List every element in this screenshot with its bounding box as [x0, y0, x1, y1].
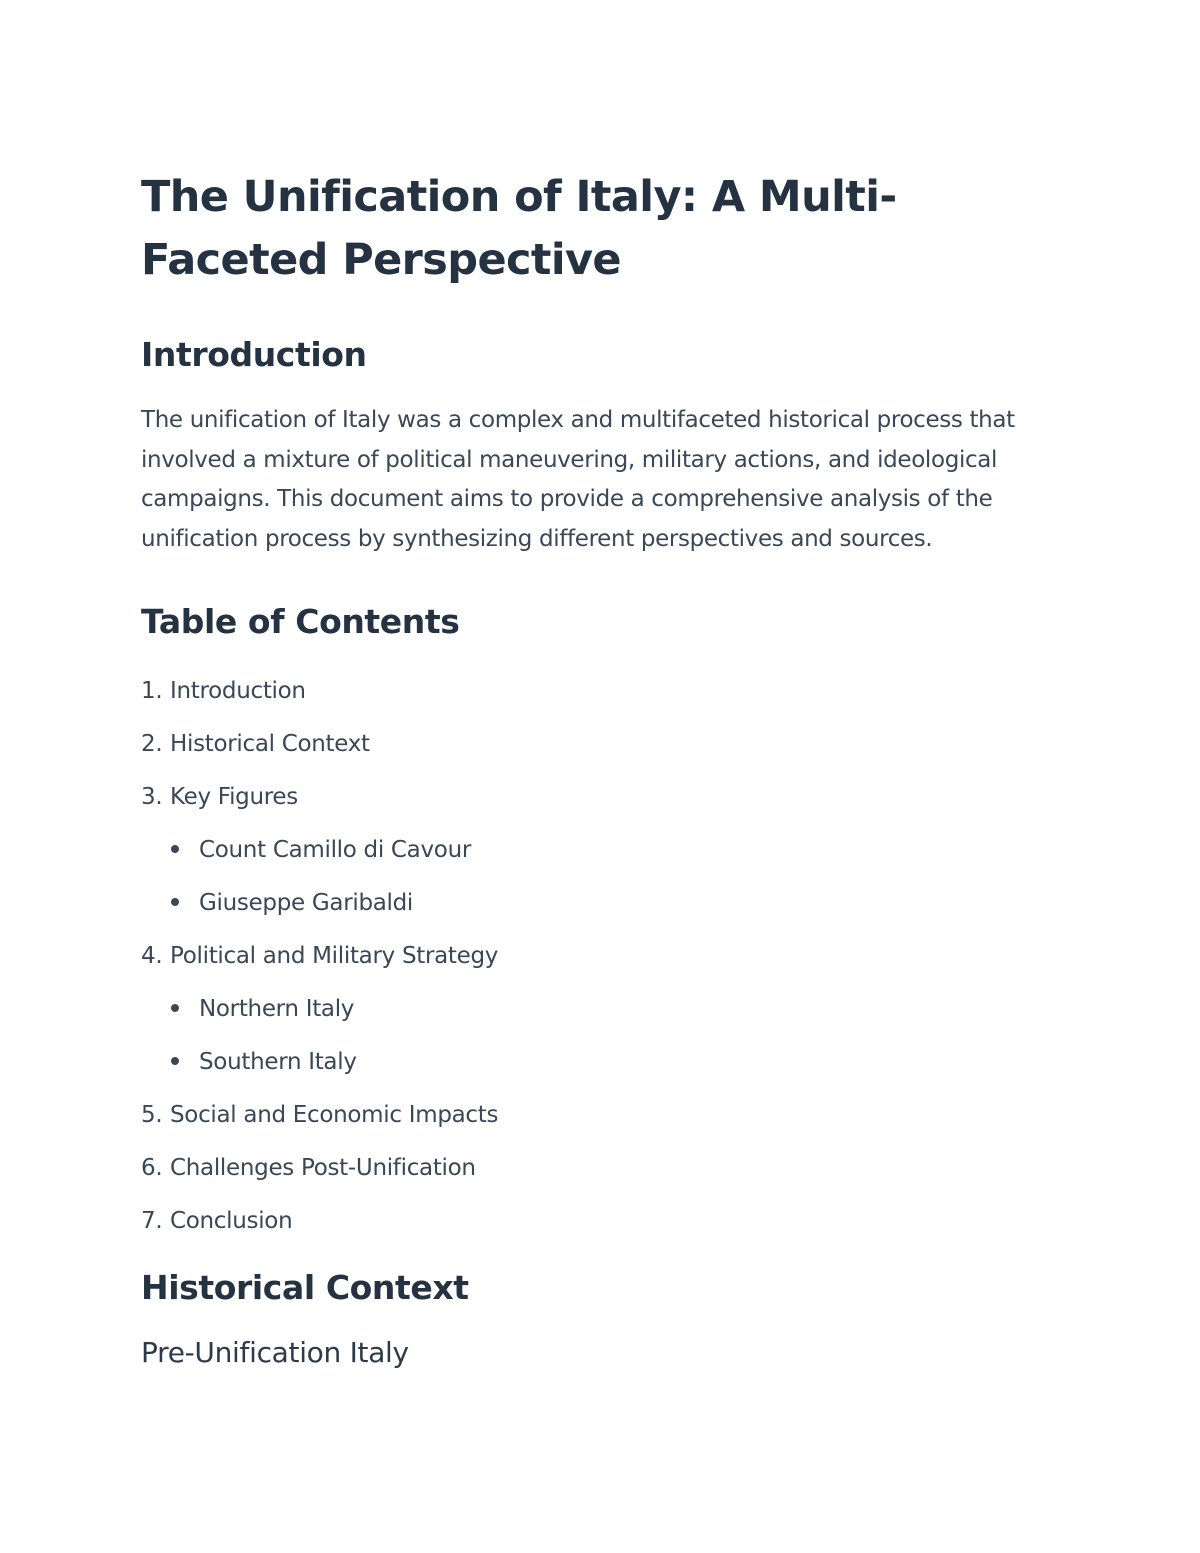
toc-item-number: 6.: [141, 1155, 163, 1181]
historical-context-heading: Historical Context: [141, 1268, 469, 1307]
toc-item-number: 4.: [141, 943, 163, 969]
bullet-icon: [171, 898, 179, 906]
toc-item-political-military-strategy: [141, 930, 1060, 1089]
toc-item-social-economic-impacts: [141, 1089, 1060, 1142]
toc-item-historical-context: [141, 718, 1060, 771]
table-of-contents-heading: Table of Contents: [141, 602, 460, 641]
toc-sublist-strategy: [141, 983, 1060, 1089]
toc-sublist-key-figures: [141, 824, 1060, 930]
toc-item-label: Social and Economic Impacts: [170, 1102, 499, 1128]
toc-subitem-cavour: [141, 824, 1060, 877]
toc-item-number: 7.: [141, 1208, 163, 1234]
document-title: The Unification of Italy: A Multi-Faceted Perspective: [141, 172, 897, 285]
toc-item-label: Political and Military Strategy: [170, 943, 499, 969]
toc-item-introduction: [141, 665, 1060, 718]
bullet-icon: [171, 845, 179, 853]
toc-item-label: Introduction: [170, 678, 306, 704]
toc-item-number: 2.: [141, 731, 163, 757]
toc-item-label: Conclusion: [170, 1208, 293, 1234]
toc-item-conclusion: [141, 1195, 1060, 1248]
introduction-paragraph: The unification of Italy was a complex and multifaceted historical process that involved a mixture of political maneuvering, military actions, and ideological campaigns. This document aims to provide a comprehensive analysis of the unification process by synthesizing different perspectives and sources.: [141, 407, 1015, 552]
toc-subitem-northern-italy: [141, 983, 1060, 1036]
toc-subitem-label: Northern Italy: [199, 996, 355, 1022]
bullet-icon: [171, 1057, 179, 1065]
toc-item-challenges-post-unification: [141, 1142, 1060, 1195]
toc-subitem-label: Giuseppe Garibaldi: [199, 890, 414, 916]
toc-subitem-garibaldi: [141, 877, 1060, 930]
bullet-icon: [171, 1004, 179, 1012]
toc-item-number: 3.: [141, 784, 163, 810]
toc-subitem-label: Count Camillo di Cavour: [199, 837, 471, 863]
table-of-contents: [141, 665, 1060, 1248]
toc-item-label: Key Figures: [170, 784, 298, 810]
toc-subitem-southern-italy: [141, 1036, 1060, 1089]
toc-item-label: Historical Context: [170, 731, 370, 757]
toc-subitem-label: Southern Italy: [199, 1049, 357, 1075]
pre-unification-subheading: Pre-Unification Italy: [141, 1336, 409, 1369]
introduction-heading: Introduction: [141, 335, 367, 374]
toc-item-number: 5.: [141, 1102, 163, 1128]
toc-item-label: Challenges Post-Unification: [170, 1155, 476, 1181]
toc-item-number: 1.: [141, 678, 163, 704]
toc-item-key-figures: [141, 771, 1060, 930]
